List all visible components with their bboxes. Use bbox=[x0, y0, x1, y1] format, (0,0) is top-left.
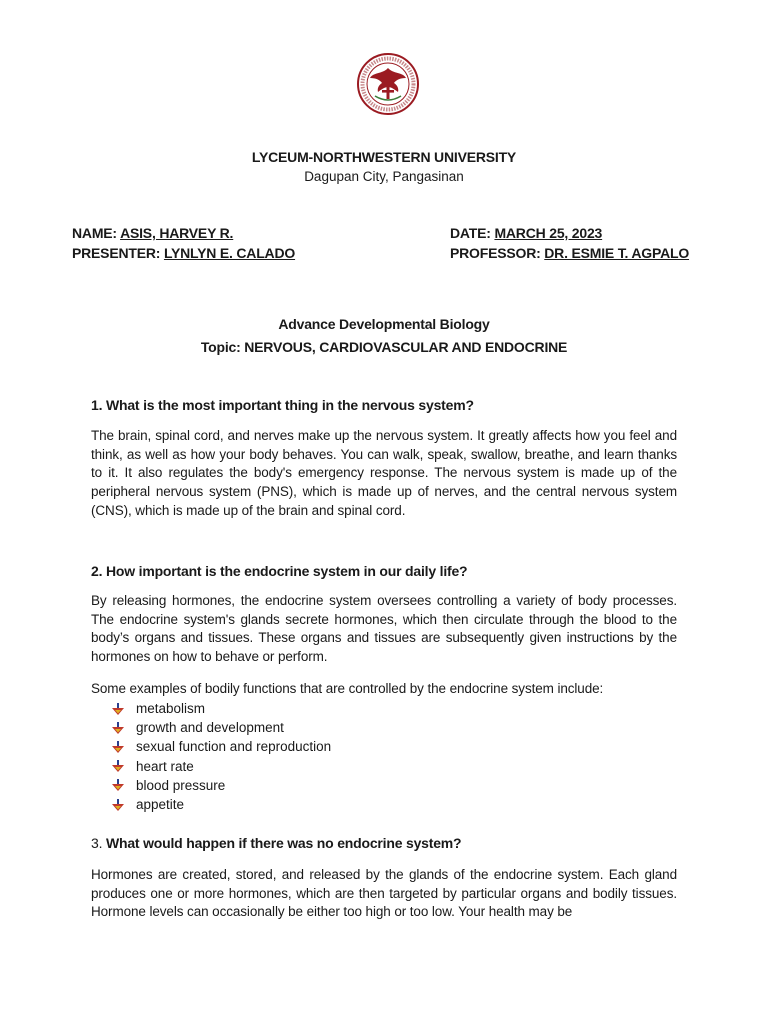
presenter-value: LYNLYN E. CALADO bbox=[163, 245, 296, 261]
date-value: MARCH 25, 2023 bbox=[494, 225, 603, 241]
professor-value: DR. ESMIE T. AGPALO bbox=[544, 245, 690, 261]
list-item bbox=[112, 757, 331, 776]
question-2-answer: By releasing hormones, the endocrine system oversees controlling a variety of body processes. The endocrine system's glands secrete hormones, which then circulate through the blood to the body’s organs and tissues. These organs and tissues are subsequently given instructions by the hormones on how to behave or perform. bbox=[91, 593, 677, 665]
date-label: DATE: bbox=[450, 225, 495, 241]
question-2-heading bbox=[91, 563, 467, 579]
question-text: What is the most important thing in the nervous system? bbox=[105, 397, 474, 413]
professor-field bbox=[450, 245, 689, 261]
question-3-answer: Hormones are created, stored, and released by the glands of the endocrine system. Each gland produces one or more hormones, which are then targeted by particular organs and bodily tissues. Hormone levels can occasionally be either too high or too low. Your health may be bbox=[91, 867, 677, 920]
arrow-bullet-icon bbox=[112, 799, 124, 811]
list-item-text: sexual function and reproduction bbox=[136, 739, 332, 755]
name-value: ASIS, HARVEY R. bbox=[120, 225, 234, 241]
date-field bbox=[450, 225, 602, 241]
question-1-answer: The brain, spinal cord, and nerves make up the nervous system. It greatly affects how you feel and think, as well as how your body behaves. You can walk, speak, swallow, breathe, and learn thanks to it. It also regulates the body's emergency response. The nervous system is made up of the peripheral nervous system (PNS), which is made up of nerves, and the central nervous system (CNS), which is made up of the brain and spinal cord. bbox=[91, 428, 677, 518]
list-item bbox=[112, 699, 331, 718]
course-title: Advance Developmental Biology bbox=[278, 316, 490, 332]
arrow-bullet-icon bbox=[112, 760, 124, 772]
question-number: 2. bbox=[91, 563, 103, 579]
list-item-text: blood pressure bbox=[136, 777, 226, 793]
arrow-bullet-icon bbox=[112, 741, 124, 753]
list-item-text: appetite bbox=[136, 797, 185, 813]
university-location: Dagupan City, Pangasinan bbox=[304, 169, 464, 184]
university-name: LYCEUM-NORTHWESTERN UNIVERSITY bbox=[251, 149, 517, 165]
question-number: 1. bbox=[91, 397, 103, 413]
list-item bbox=[112, 718, 331, 737]
question-text: What would happen if there was no endocrine system? bbox=[105, 835, 462, 851]
list-item bbox=[112, 795, 331, 814]
list-item-text: metabolism bbox=[136, 701, 206, 717]
question-3-heading bbox=[91, 835, 461, 851]
list-item bbox=[112, 776, 331, 795]
list-item bbox=[112, 737, 331, 756]
question-number: 3. bbox=[91, 835, 103, 851]
list-item-text: heart rate bbox=[136, 758, 194, 774]
list-item-text: growth and development bbox=[136, 720, 284, 736]
name-field bbox=[72, 225, 233, 241]
endocrine-functions-list bbox=[112, 699, 331, 814]
university-seal-logo bbox=[355, 52, 421, 116]
question-1-heading bbox=[91, 397, 474, 413]
arrow-bullet-icon bbox=[112, 703, 124, 715]
presenter-field bbox=[72, 245, 295, 261]
arrow-bullet-icon bbox=[112, 779, 124, 791]
presenter-label: PRESENTER: bbox=[72, 245, 164, 261]
professor-label: PROFESSOR: bbox=[450, 245, 545, 261]
question-2-list-intro: Some examples of bodily functions that are controlled by the endocrine system include: bbox=[91, 681, 604, 696]
course-topic: Topic: NERVOUS, CARDIOVASCULAR AND ENDOCRINE bbox=[200, 339, 568, 355]
question-text: How important is the endocrine system in our daily life? bbox=[105, 563, 468, 579]
arrow-bullet-icon bbox=[112, 722, 124, 734]
name-label: NAME: bbox=[72, 225, 121, 241]
